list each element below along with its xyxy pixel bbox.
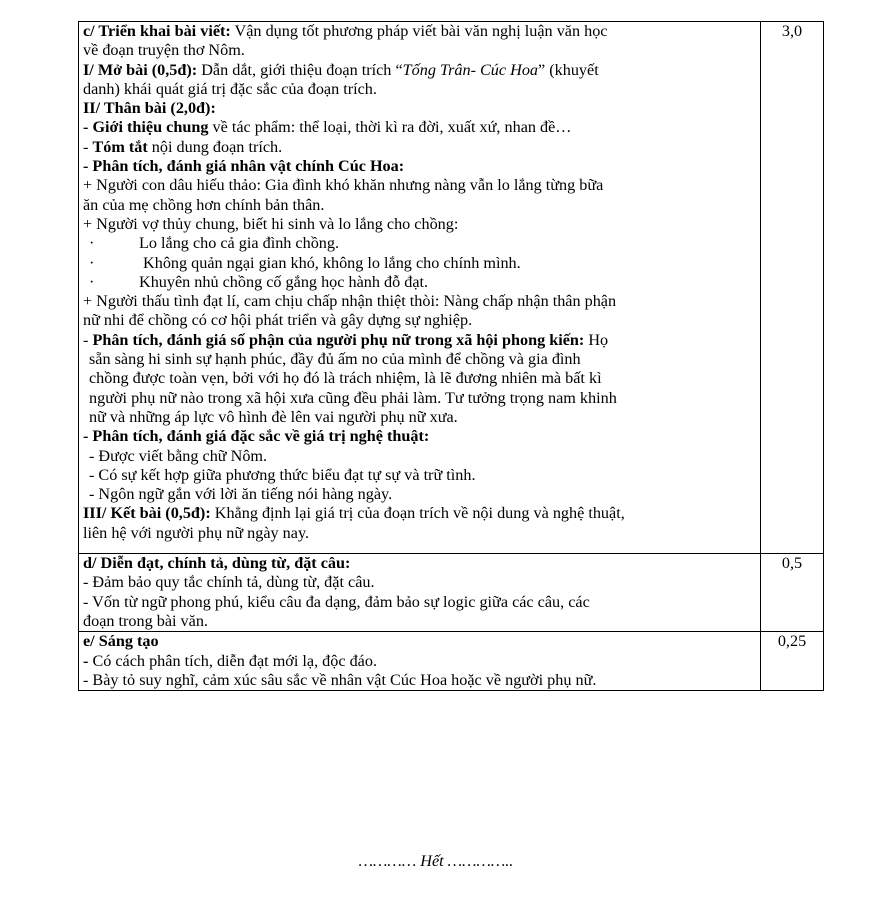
text-line: chồng được toàn vẹn, bởi với họ đó là trách nhiệm, là lẽ đương nhiên mà bất kì <box>89 369 602 388</box>
bullet-item: · Khuyên nhủ chồng cố gắng học hành đỗ đạt. <box>83 273 756 292</box>
table-row-c <box>79 22 824 554</box>
bullet-icon: · <box>89 272 95 291</box>
text-line: nữ và những áp lực vô hình đè lên vai người phụ nữ xưa. <box>89 407 458 426</box>
score-cell-e: 0,25 <box>761 632 824 691</box>
heading-ket-bai: III/ Kết bài (0,5đ): Khẳng định lại giá trị của đoạn trích về nội dung và nghệ thuật, <box>83 504 625 523</box>
heading-than-bai: II/ Thân bài (2,0đ): <box>83 99 216 118</box>
bullet-item: · Không quản ngại gian khó, không lo lắng cho chính mình. <box>83 254 756 273</box>
text-line: + Người thấu tình đạt lí, cam chịu chấp nhận thiệt thòi: Nàng chấp nhận thân phận <box>83 292 617 311</box>
heading-dien-dat: d/ Diễn đạt, chính tả, dùng từ, đặt câu: <box>83 554 351 573</box>
heading-so-phan: - Phân tích, đánh giá số phận của người phụ nữ trong xã hội phong kiến: Họ <box>83 330 609 349</box>
text-line: đoạn trong bài văn. <box>83 611 208 630</box>
grading-table <box>78 21 824 691</box>
criteria-cell-e <box>79 632 761 691</box>
text-line: - Được viết bằng chữ Nôm. <box>89 446 268 465</box>
heading-sang-tao: e/ Sáng tạo <box>83 632 159 651</box>
text-line: người phụ nữ nào trong xã hội xưa cũng đều phải làm. Tư tưởng trọng nam khinh <box>89 388 617 407</box>
text-line: - Có cách phân tích, diễn đạt mới lạ, độc đáo. <box>83 651 377 670</box>
text-line: nữ nhi để chồng có cơ hội phát triển và gây dựng sự nghiệp. <box>83 311 473 330</box>
text-line: + Người con dâu hiếu thảo: Gia đình khó khăn nhưng nàng vẫn lo lắng từng bữa <box>83 176 604 195</box>
heading-nghe-thuat: - Phân tích, đánh giá đặc sắc về giá trị nghệ thuật: <box>83 427 430 446</box>
heading-mo-bai: I/ Mở bài (0,5đ): Dẫn dắt, giới thiệu đoạn trích “Tống Trân- Cúc Hoa” (khuyết <box>83 60 599 79</box>
text-line: sẵn sàng hi sinh sự hạnh phúc, đầy đủ ấm no của mình để chồng và gia đình <box>89 350 581 369</box>
criteria-cell-d <box>79 554 761 632</box>
table-row-d <box>79 554 824 632</box>
score-cell-d: 0,5 <box>761 554 824 632</box>
criteria-cell-c <box>79 22 761 554</box>
text-line: - Vốn từ ngữ phong phú, kiểu câu đa dạng, đảm bảo sự logic giữa các câu, các <box>83 592 590 611</box>
heading-phan-tich-nhan-vat: - Phân tích, đánh giá nhân vật chính Cúc Hoa: <box>83 157 405 176</box>
end-marker: ………… Hết ………….. <box>358 852 514 870</box>
text-line: ăn của mẹ chồng hơn chính bản thân. <box>83 195 325 214</box>
bullet-icon: · <box>89 253 95 272</box>
text-line: - Bày tỏ suy nghĩ, cảm xúc sâu sắc về nhân vật Cúc Hoa hoặc về người phụ nữ. <box>83 670 597 689</box>
score-cell-c: 3,0 <box>761 22 824 554</box>
text-line: danh) khái quát giá trị đặc sắc của đoạn trích. <box>83 79 377 98</box>
text-line: về đoạn truyện thơ Nôm. <box>83 41 245 60</box>
bullet-item: · Lo lắng cho cả gia đình chồng. <box>83 234 756 253</box>
item-gioi-thieu: - Giới thiệu chung về tác phẩm: thể loại, thời kì ra đời, xuất xứ, nhan đề… <box>83 118 572 137</box>
table-row-e <box>79 632 824 691</box>
bullet-icon: · <box>89 234 95 253</box>
text-line: liên hệ với người phụ nữ ngày nay. <box>83 523 310 542</box>
text-line: - Ngôn ngữ gắn với lời ăn tiếng nói hàng ngày. <box>89 485 393 504</box>
text-line: - Có sự kết hợp giữa phương thức biểu đạt tự sự và trữ tình. <box>89 465 476 484</box>
text-line: + Người vợ thủy chung, biết hi sinh và lo lắng cho chồng: <box>83 214 459 233</box>
heading-trien-khai: c/ Triển khai bài viết: Vận dụng tốt phương pháp viết bài văn nghị luận văn học <box>83 22 608 40</box>
item-tom-tat: - Tóm tắt nội dung đoạn trích. <box>83 137 283 156</box>
text-line: - Đảm bảo quy tắc chính tả, dùng từ, đặt câu. <box>83 573 375 592</box>
